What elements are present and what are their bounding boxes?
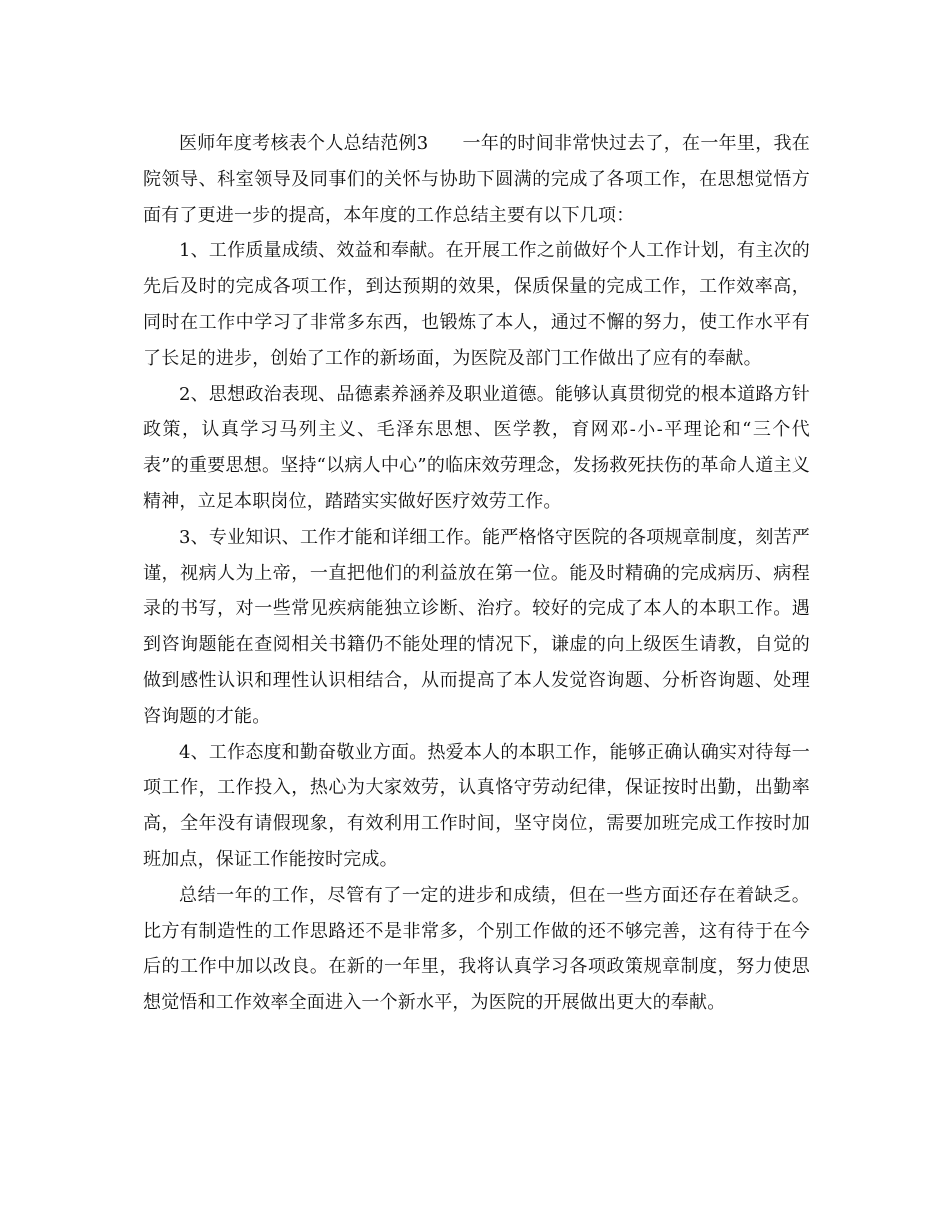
document-body	[143, 126, 810, 1021]
document-title: 医师年度考核表个人总结范例3	[179, 133, 429, 154]
intro-text: 一年的时间非常快过去了，在一年里，我在院领导、科室领导及同事们的关怀与协助下圆满的完成了各项工作，在思想觉悟方面有了更进一步的提高，本年度的工作总结主要有以下几项：	[143, 133, 810, 226]
summary-paragraph: 总结一年的工作，尽管有了一定的进步和成绩，但在一些方面还存在着缺乏。比方有制造性的工作思路还不是非常多，个别工作做的还不够完善，这有待于在今后的工作中加以改良。在新的一年里，我将认真学习各项政策规章制度，努力使思想觉悟和工作效率全面进入一个新水平，为医院的开展做出更大的奉献。	[143, 884, 810, 1014]
paragraph-3: 3、专业知识、工作才能和详细工作。能严格恪守医院的各项规章制度，刻苦严谨，视病人为上帝，一直把他们的利益放在第一位。能及时精确的完成病历、病程录的书写，对一些常见疾病能独立诊断、治疗。较好的完成了本人的本职工作。遇到咨询题能在查阅相关书籍仍不能处理的情况下，谦虚的向上级医生请教，自觉的做到感性认识和理性认识相结合，从而提高了本人发觉咨询题、分析咨询题、处理咨询题的才能。	[143, 526, 810, 727]
paragraph-1: 1、工作质量成绩、效益和奉献。在开展工作之前做好个人工作计划，有主次的先后及时的完成各项工作，到达预期的效果，保质保量的完成工作，工作效率高，同时在工作中学习了非常多东西，也锻炼了本人，通过不懈的努力，使工作水平有了长足的进步，创始了工作的新场面，为医院及部门工作做出了应有的奉献。	[143, 240, 810, 369]
paragraph-2: 2、思想政治表现、品德素养涵养及职业道德。能够认真贯彻党的根本道路方针政策，认真学习马列主义、毛泽东思想、医学教，育网邓-小-平理论和“三个代表”的重要思想。坚持“以病人中心”的临床效劳理念，发扬救死扶伤的革命人道主义精神，立足本职岗位，踏踏实实做好医疗效劳工作。	[143, 383, 810, 512]
intro-paragraph	[143, 126, 810, 233]
paragraph-4: 4、工作态度和勤奋敬业方面。热爱本人的本职工作，能够正确认确实对待每一项工作，工作投入，热心为大家效劳，认真恪守劳动纪律，保证按时出勤，出勤率高，全年没有请假现象，有效利用工作时间，坚守岗位，需要加班完成工作按时加班加点，保证工作能按时完成。	[143, 741, 810, 870]
